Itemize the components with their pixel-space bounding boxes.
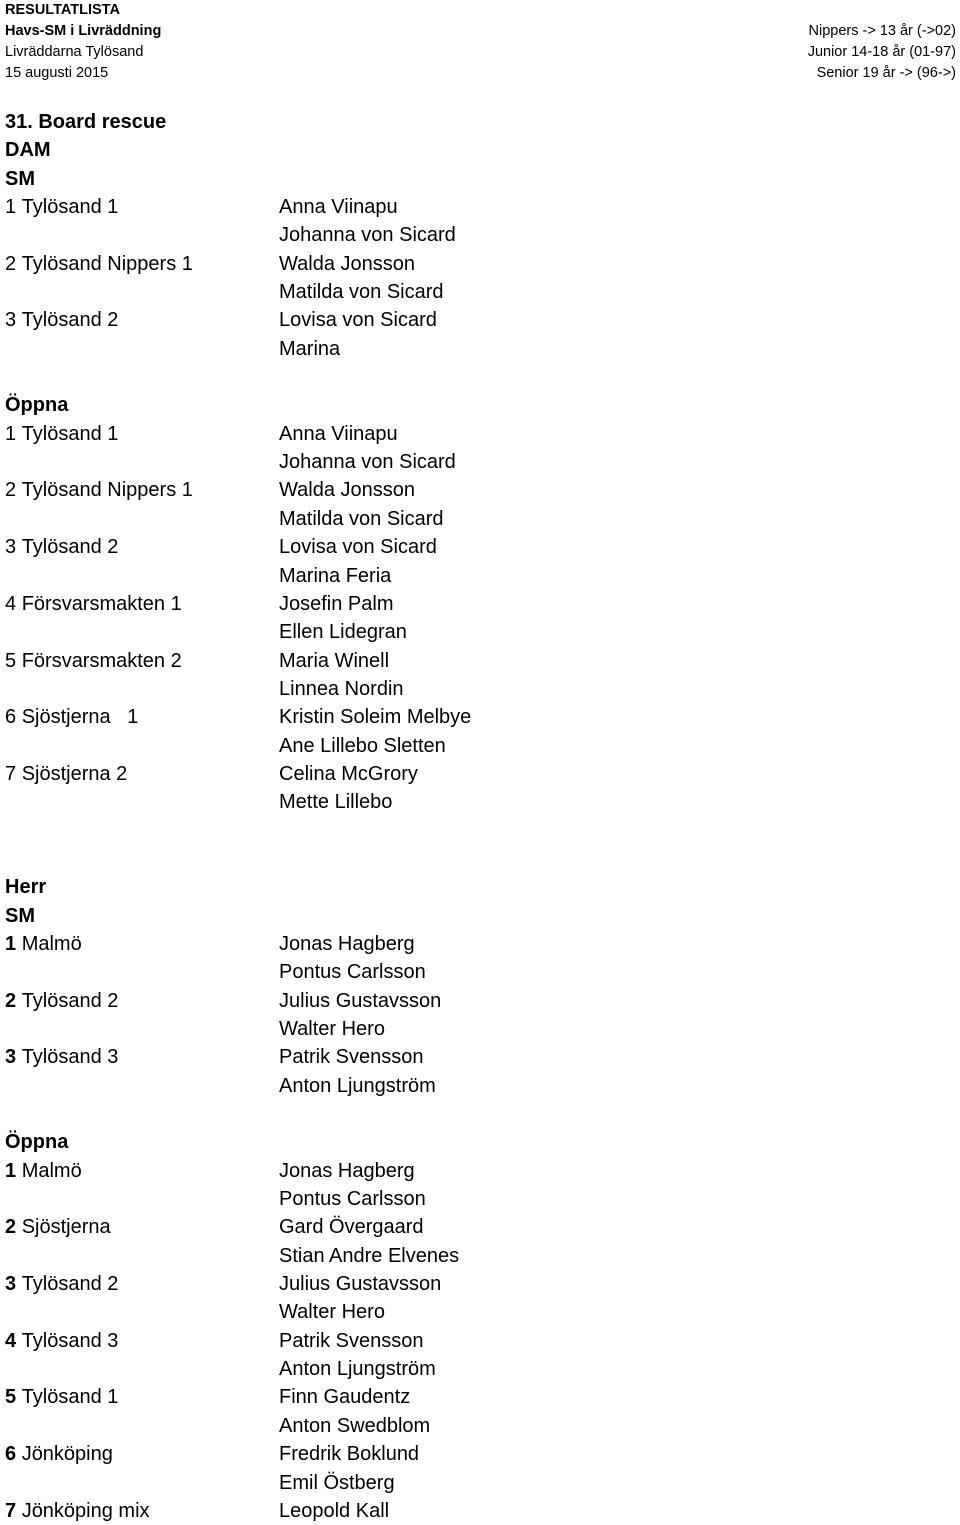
team-member-name: Lovisa von Sicard: [279, 309, 437, 332]
team-member-name: Anna Viinapu: [279, 196, 398, 219]
team-name: Sjöstjerna: [21, 1216, 111, 1239]
result-row: [5, 250, 945, 278]
place-number: 3: [5, 1273, 17, 1296]
team-member-name: Pontus Carlsson: [279, 961, 426, 984]
team-name: Malmö: [21, 1159, 82, 1182]
competition-date: 15 augusti 2015: [5, 65, 109, 81]
result-row-continued: [5, 221, 945, 249]
team-name: Sjöstjerna 2: [21, 762, 128, 785]
place-number: 4: [5, 592, 17, 615]
header-right: [808, 21, 956, 84]
place-number: 1: [5, 1159, 17, 1182]
team-name: Tylösand 3: [21, 1046, 119, 1069]
event-title: 31. Board rescue: [5, 111, 167, 133]
place-number: 4: [5, 1329, 17, 1352]
team-member-name: Walda Jonsson: [279, 252, 415, 275]
spacer: [5, 845, 945, 873]
team-cell: [5, 760, 127, 788]
result-row-continued: [5, 1242, 945, 1270]
result-row-continued: [5, 1185, 945, 1213]
team-name: Malmö: [21, 932, 82, 955]
team-member-name: Anton Swedblom: [279, 1414, 431, 1437]
team-name: Tylösand 1: [21, 196, 119, 219]
spacer: [5, 363, 945, 391]
team-cell: [5, 1043, 118, 1071]
team-name: Tylösand 1: [21, 422, 119, 445]
result-row-continued: [5, 562, 945, 590]
place-number: 1: [5, 196, 17, 219]
team-cell: [5, 1440, 113, 1468]
result-row: [5, 1327, 945, 1355]
header-left: [5, 0, 161, 84]
result-row: [5, 1213, 945, 1241]
team-cell: [5, 987, 118, 1015]
place-number: 3: [5, 309, 17, 332]
team-member-name: Maria Winell: [279, 649, 390, 672]
team-name: Jönköping: [21, 1443, 113, 1466]
age-class-nippers: Nippers -> 13 år (->02): [808, 23, 956, 39]
team-member-name: Julius Gustavsson: [279, 1273, 442, 1296]
document-type: RESULTATLISTA: [5, 2, 120, 18]
place-number: 1: [5, 932, 17, 955]
team-member-name: Ane Lillebo Sletten: [279, 734, 446, 757]
team-member-name: Patrik Svensson: [279, 1046, 424, 1069]
team-member-name: Marina Feria: [279, 564, 392, 587]
team-name: Tylösand 2: [21, 989, 119, 1012]
result-row: [5, 533, 945, 561]
result-row-continued: [5, 788, 945, 816]
team-name: Jönköping mix: [21, 1499, 150, 1522]
team-cell: [5, 250, 193, 278]
place-number: 3: [5, 536, 17, 559]
team-member-name: Anna Viinapu: [279, 422, 398, 445]
team-cell: [5, 1497, 150, 1525]
result-row: [5, 1157, 945, 1185]
result-row-continued: [5, 278, 945, 306]
team-name: Tylösand 3: [21, 1329, 119, 1352]
results-list: [5, 108, 945, 1525]
page-header: [5, 0, 956, 82]
team-name: Sjöstjerna 1: [21, 706, 139, 729]
place-number: 5: [5, 649, 17, 672]
team-name: Tylösand Nippers 1: [21, 479, 193, 502]
result-row: [5, 1270, 945, 1298]
team-cell: [5, 647, 182, 675]
place-number: 2: [5, 1216, 17, 1239]
team-member-name: Fredrik Boklund: [279, 1443, 420, 1466]
age-class-junior: Junior 14-18 år (01-97): [807, 44, 956, 60]
team-member-name: Finn Gaudentz: [279, 1386, 411, 1409]
team-name: Tylösand 2: [21, 1273, 119, 1296]
team-cell: [5, 1213, 111, 1241]
team-cell: [5, 590, 182, 618]
team-name: Försvarsmakten 1: [21, 592, 182, 615]
result-row-continued: [5, 1015, 945, 1043]
gender-heading: Herr: [5, 876, 47, 899]
team-member-name: Matilda von Sicard: [279, 281, 444, 304]
team-name: Tylösand 1: [21, 1386, 119, 1409]
team-member-name: Kristin Soleim Melbye: [279, 706, 472, 729]
team-member-name: Patrik Svensson: [279, 1329, 424, 1352]
result-row-continued: [5, 505, 945, 533]
result-row: [5, 1383, 945, 1411]
team-member-name: Jonas Hagberg: [279, 932, 415, 955]
result-row-continued: [5, 618, 945, 646]
team-member-name: Anton Ljungström: [279, 1358, 436, 1381]
class-heading: SM: [5, 904, 35, 927]
team-member-name: Anton Ljungström: [279, 1074, 436, 1097]
result-row-continued: [5, 335, 945, 363]
result-row: [5, 590, 945, 618]
team-member-name: Josefin Palm: [279, 592, 394, 615]
age-class-senior: Senior 19 år -> (96->): [816, 65, 956, 81]
team-cell: [5, 1383, 118, 1411]
team-member-name: Stian Andre Elvenes: [279, 1244, 460, 1267]
organizer: Livräddarna Tylösand: [5, 44, 144, 60]
result-row: [5, 1043, 945, 1071]
team-member-name: Johanna von Sicard: [279, 451, 456, 474]
team-member-name: Walda Jonsson: [279, 479, 415, 502]
result-row: [5, 306, 945, 334]
place-number: 2: [5, 479, 17, 502]
result-row: [5, 476, 945, 504]
class-heading: Öppna: [5, 394, 69, 417]
team-cell: [5, 1270, 118, 1298]
place-number: 7: [5, 1499, 17, 1522]
team-name: Försvarsmakten 2: [21, 649, 182, 672]
result-row-continued: [5, 1072, 945, 1100]
team-cell: [5, 533, 118, 561]
result-row: [5, 193, 945, 221]
team-member-name: Celina McGrory: [279, 762, 418, 785]
result-row-continued: [5, 675, 945, 703]
team-member-name: Gard Övergaard: [279, 1216, 424, 1239]
team-member-name: Pontus Carlsson: [279, 1188, 426, 1211]
team-member-name: Leopold Kall: [279, 1499, 390, 1522]
result-row-continued: [5, 1355, 945, 1383]
result-row: [5, 420, 945, 448]
spacer: [5, 1100, 945, 1128]
result-row: [5, 760, 945, 788]
team-cell: [5, 1157, 82, 1185]
team-cell: [5, 703, 138, 731]
result-row: [5, 1440, 945, 1468]
result-row-continued: [5, 732, 945, 760]
team-member-name: Johanna von Sicard: [279, 224, 456, 247]
team-member-name: Lovisa von Sicard: [279, 536, 437, 559]
team-member-name: Walter Hero: [279, 1301, 385, 1324]
place-number: 1: [5, 422, 17, 445]
result-row: [5, 987, 945, 1015]
team-name: Tylösand 2: [21, 536, 119, 559]
place-number: 2: [5, 989, 17, 1012]
result-row-continued: [5, 1469, 945, 1497]
team-cell: [5, 193, 118, 221]
team-cell: [5, 1327, 118, 1355]
team-cell: [5, 420, 118, 448]
result-row-continued: [5, 1298, 945, 1326]
team-member-name: Matilda von Sicard: [279, 507, 444, 530]
class-heading: Öppna: [5, 1131, 69, 1154]
team-member-name: Ellen Lidegran: [279, 621, 407, 644]
team-cell: [5, 930, 82, 958]
spacer: [5, 817, 945, 845]
team-member-name: Linnea Nordin: [279, 677, 404, 700]
place-number: 6: [5, 706, 17, 729]
team-member-name: Walter Hero: [279, 1018, 385, 1040]
result-row-continued: [5, 448, 945, 476]
team-member-name: Emil Östberg: [279, 1471, 395, 1494]
result-row: [5, 930, 945, 958]
class-heading: SM: [5, 167, 35, 190]
team-cell: [5, 476, 193, 504]
team-cell: [5, 306, 118, 334]
result-row: [5, 703, 945, 731]
result-row-continued: [5, 958, 945, 986]
competition-name: Havs-SM i Livräddning: [5, 23, 162, 39]
place-number: 3: [5, 1046, 17, 1069]
team-name: Tylösand Nippers 1: [21, 252, 193, 275]
team-member-name: Julius Gustavsson: [279, 989, 442, 1012]
team-member-name: Mette Lillebo: [279, 791, 393, 814]
result-row-continued: [5, 1412, 945, 1440]
place-number: 6: [5, 1443, 17, 1466]
team-member-name: Marina: [279, 337, 341, 360]
team-name: Tylösand 2: [21, 309, 119, 332]
result-row: [5, 1497, 945, 1525]
team-member-name: Jonas Hagberg: [279, 1159, 415, 1182]
gender-heading: DAM: [5, 139, 51, 162]
place-number: 2: [5, 252, 17, 275]
place-number: 7: [5, 762, 17, 785]
place-number: 5: [5, 1386, 17, 1409]
result-row: [5, 647, 945, 675]
